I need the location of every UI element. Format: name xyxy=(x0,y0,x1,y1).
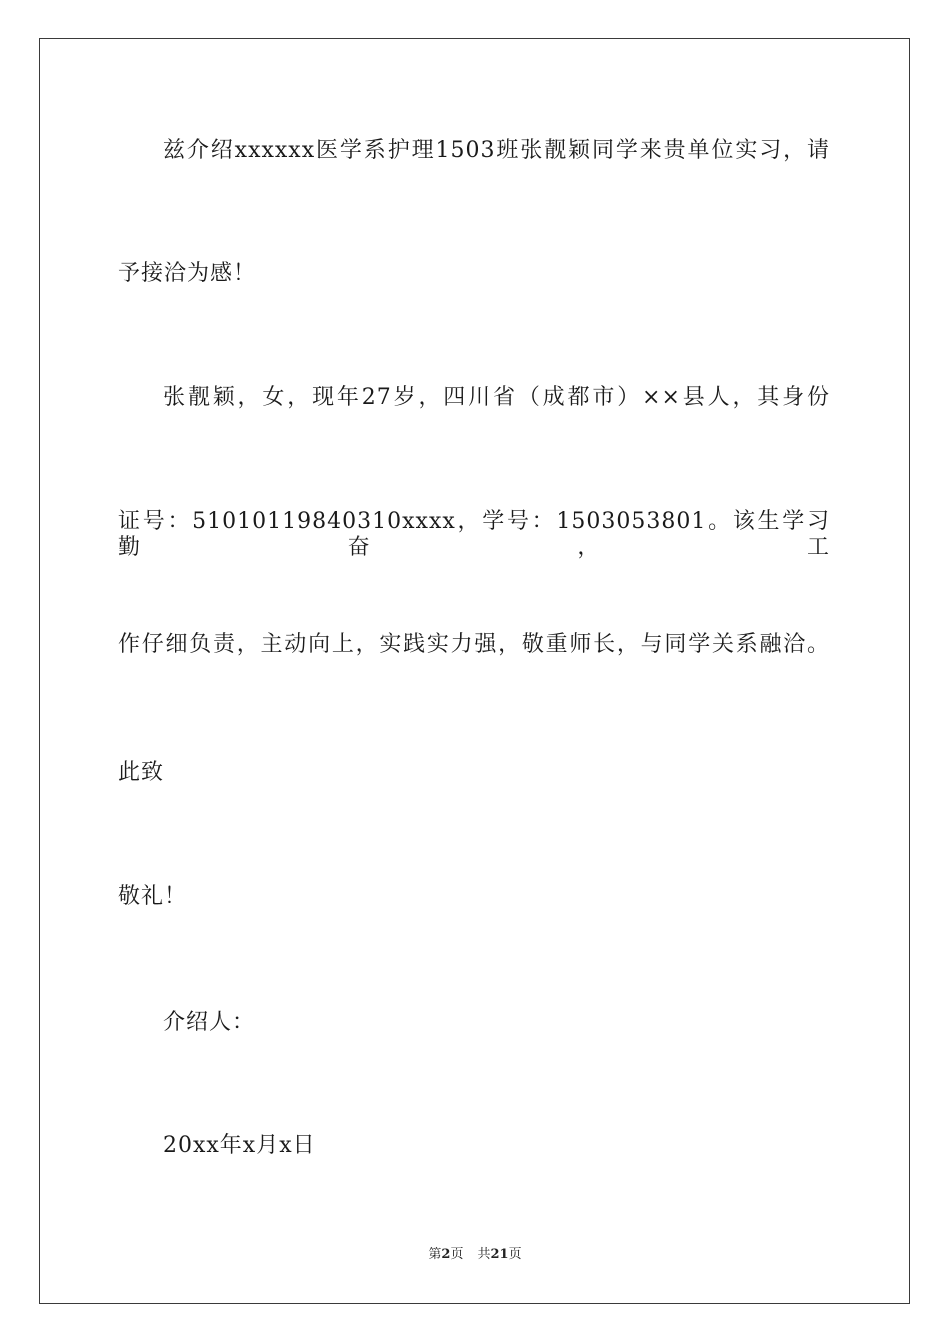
paragraph-1-line-2: 予接洽为感！ xyxy=(118,261,257,286)
footer-page-total: 21 xyxy=(490,1247,509,1262)
footer-total-suffix: 页 xyxy=(508,1247,522,1262)
footer-page-prefix: 第 xyxy=(428,1247,442,1262)
closing: 敬礼！ xyxy=(118,884,188,909)
page-footer xyxy=(0,1247,950,1263)
introducer-label: 介绍人： xyxy=(163,1010,256,1035)
salutation: 此致 xyxy=(118,760,165,785)
footer-total-prefix: 共 xyxy=(477,1247,491,1262)
footer-page-current: 2 xyxy=(441,1247,451,1262)
paragraph-1-line-1: 兹介绍xxxxxx医学系护理1503班张靓颖同学来贵单位实习，请 xyxy=(163,138,830,163)
footer-page-suffix: 页 xyxy=(450,1247,464,1262)
letter-date: 20xx年x月x日 xyxy=(163,1133,316,1158)
paragraph-2-line-1: 张靓颖，女，现年27岁，四川省（成都市）××县人，其身份 xyxy=(163,385,830,410)
page-border xyxy=(39,38,910,1304)
paragraph-2-line-2: 证号：51010119840310xxxx，学号：1503053801。该生学习勤奋，工 xyxy=(118,509,830,560)
paragraph-2-line-3: 作仔细负责，主动向上，实践实力强，敬重师长，与同学关系融洽。 xyxy=(118,632,830,657)
